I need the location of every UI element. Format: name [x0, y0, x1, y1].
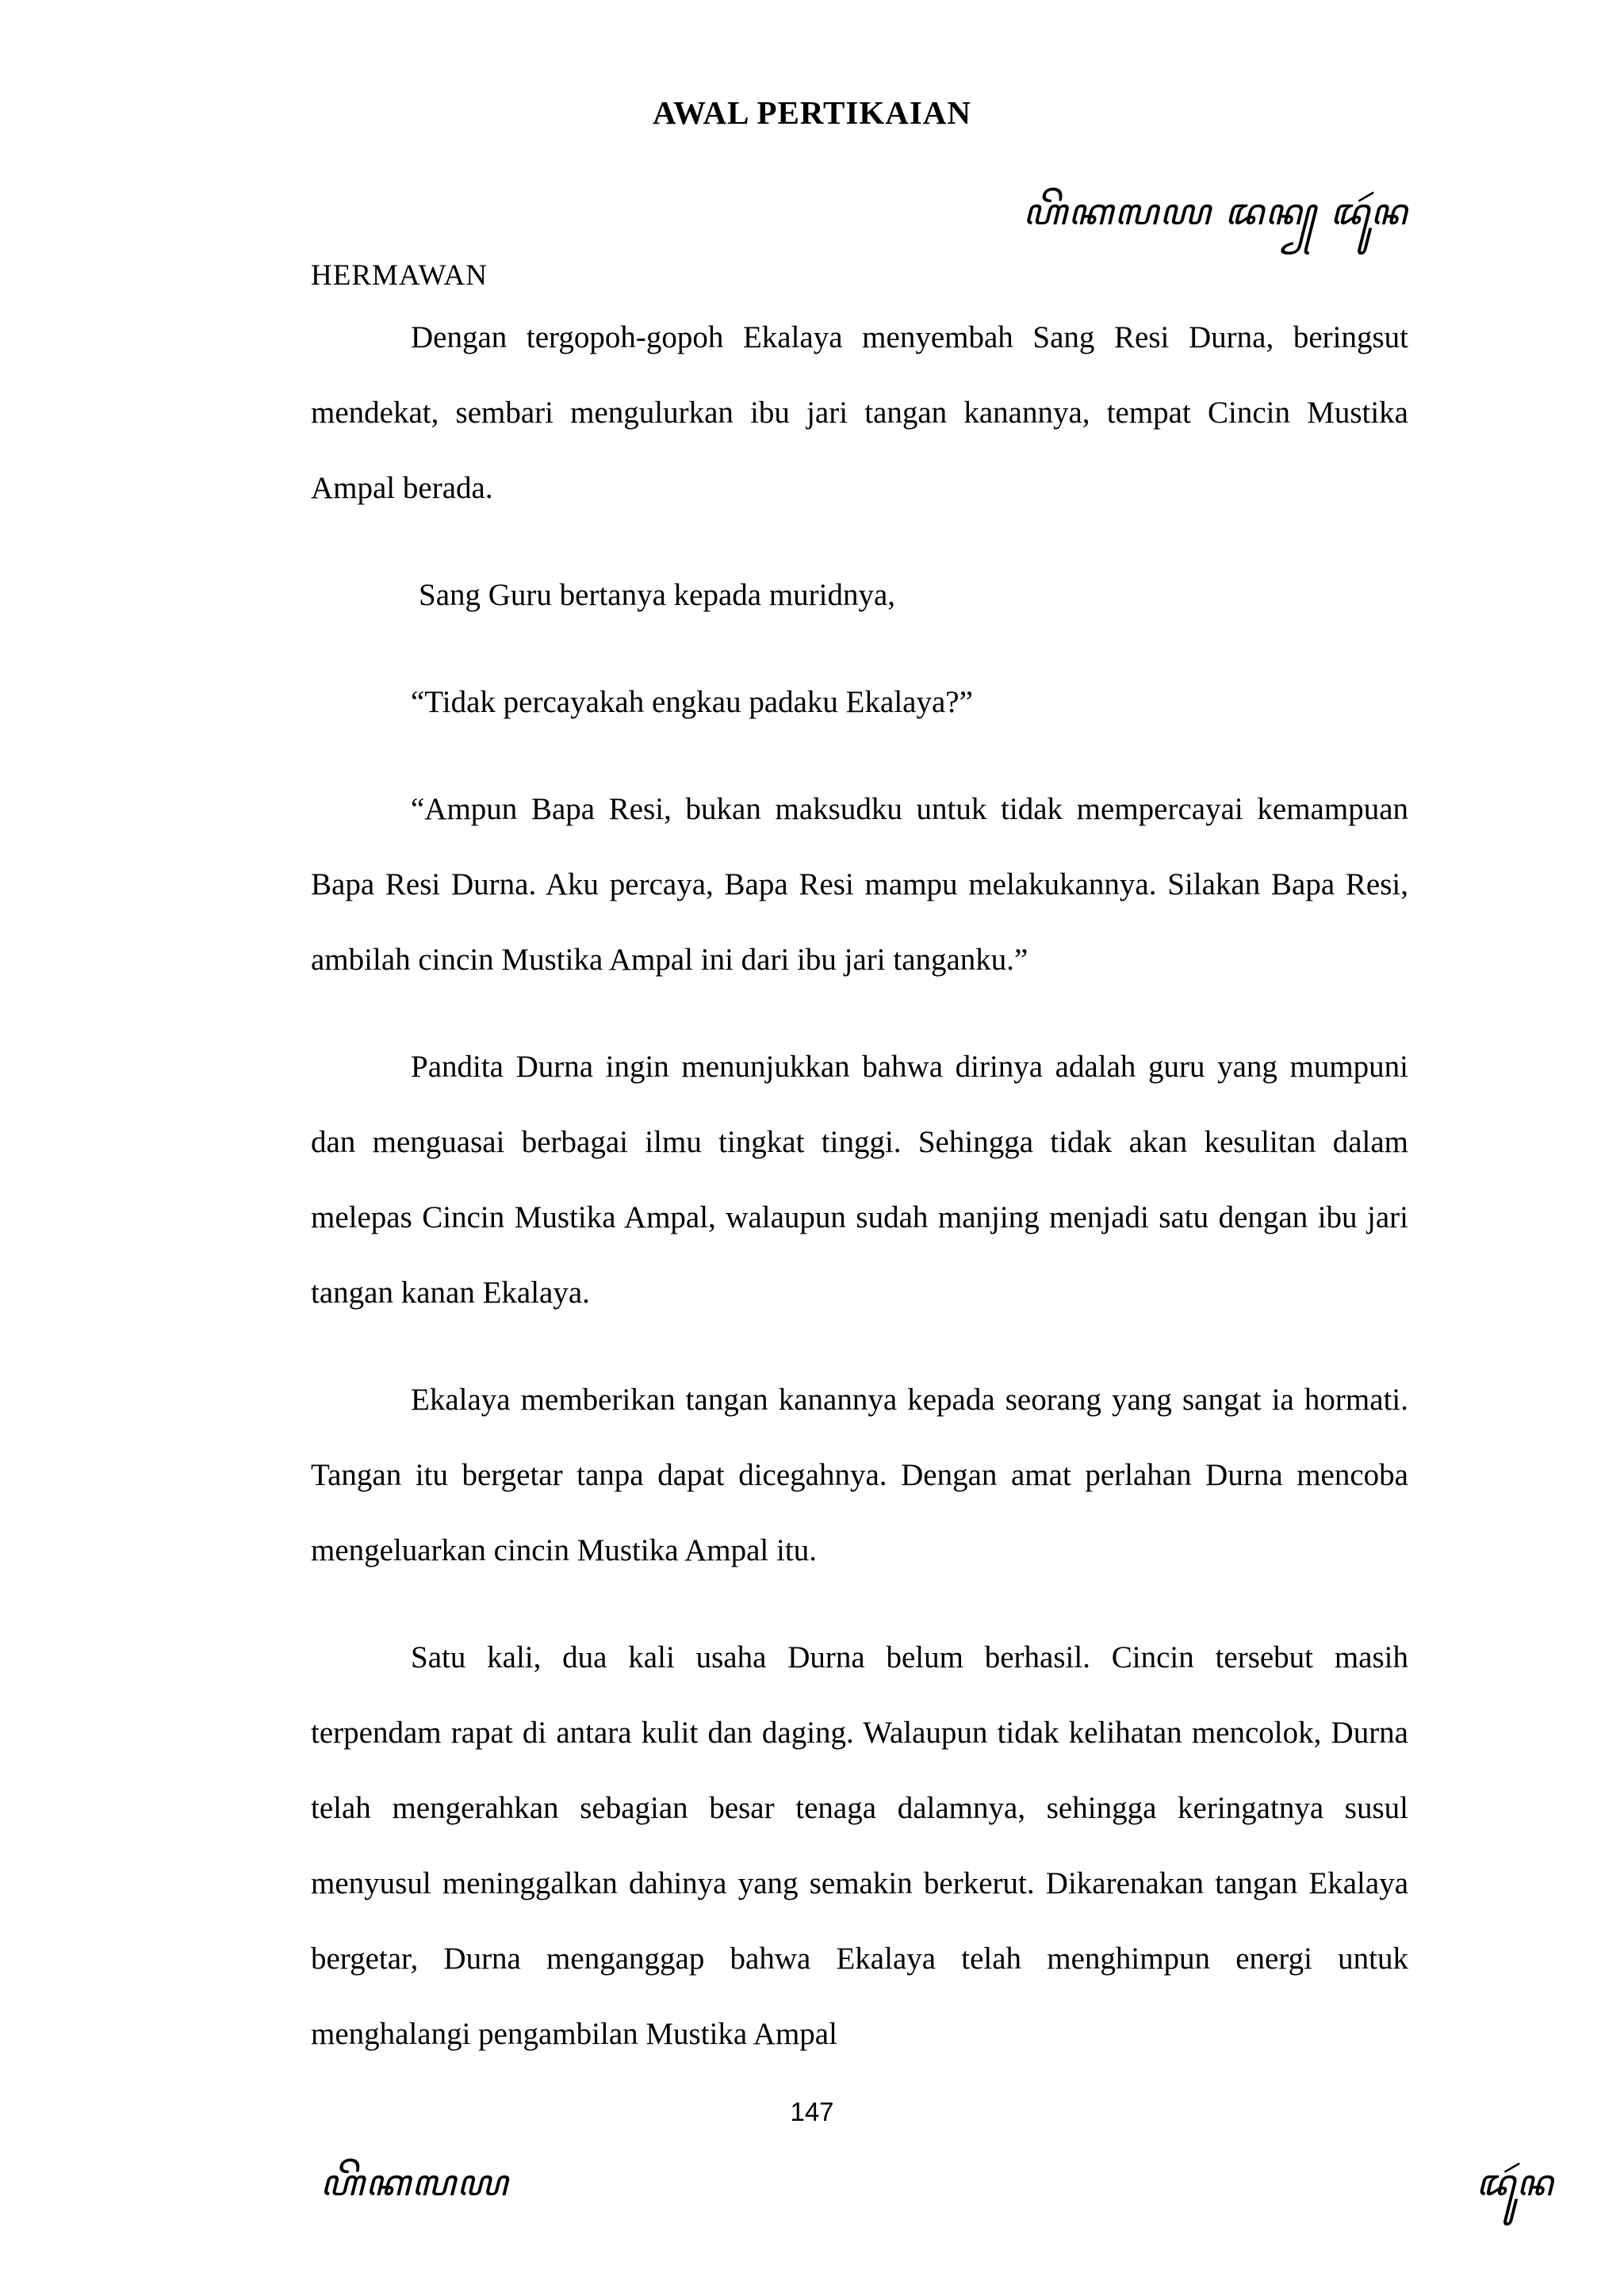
paragraph: Ekalaya memberikan tangan kanannya kepada seorang yang sangat ia hormati. Tangan itu bergetar tanpa dapat dicegahnya. Dengan amat perlahan Durna mencoba mengeluarkan cincin Mustika Ampal itu. [311, 1383, 1408, 1567]
footer-script-left: ꦲꦼꦏꦭꦪ [320, 2161, 509, 2204]
paragraph: Dengan tergopoh-gopoh Ekalaya menyembah Sang Resi Durna, beringsut mendekat, sembari mengulurkan ibu jari tangan kanannya, tempat Cincin Mustika Ampal berada. [311, 320, 1408, 505]
chapter-title: AWAL PERTIKAIAN [653, 94, 971, 131]
chapter-body [311, 300, 1408, 2072]
page-number: 147 [790, 2097, 834, 2126]
paragraph: Sang Guru bertanya kepada muridnya, [419, 578, 896, 612]
paragraph: “Ampun Bapa Resi, bukan maksudku untuk tidak mempercayai kemampuan Bapa Resi Durna. Aku percaya, Bapa Resi mampu melakukannya. Silakan Bapa Resi, ambilah cincin Mustika Ampal ini dari ibu jari tanganku.” [311, 792, 1408, 977]
author-name: HERMAWAN [311, 259, 488, 292]
footer-script-right: ꦢꦸꦂꦤ [1476, 2161, 1554, 2204]
paragraph: “Tidak percayakah engkau padaku Ekalaya?” [411, 685, 973, 719]
paragraph: Satu kali, dua kali usaha Durna belum berhasil. Cincin tersebut masih terpendam rapat di antara kulit dan daging. Walaupun tidak kelihatan mencolok, Durna telah mengerahkan sebagian besar tenaga dalamnya, sehingga keringatnya susul menyusul meninggalkan dahinya yang semakin berkerut. Dikarenakan tangan Ekalaya bergetar, Durna menganggap bahwa Ekalaya telah menghimpun energi untuk menghalangi pengambilan Mustika Ampal [311, 1640, 1408, 2051]
paragraph: Pandita Durna ingin menunjukkan bahwa dirinya adalah guru yang mumpuni dan menguasai berbagai ilmu tingkat tinggi. Sehingga tidak akan kesulitan dalam melepas Cincin Mustika Ampal, walaupun sudah manjing menjadi satu dengan ibu jari tangan kanan Ekalaya. [311, 1050, 1408, 1310]
javanese-script-heading: ꦲꦼꦏꦭꦪ ꦢꦤ꧀ ꦢꦸꦂꦤ [1023, 190, 1408, 233]
